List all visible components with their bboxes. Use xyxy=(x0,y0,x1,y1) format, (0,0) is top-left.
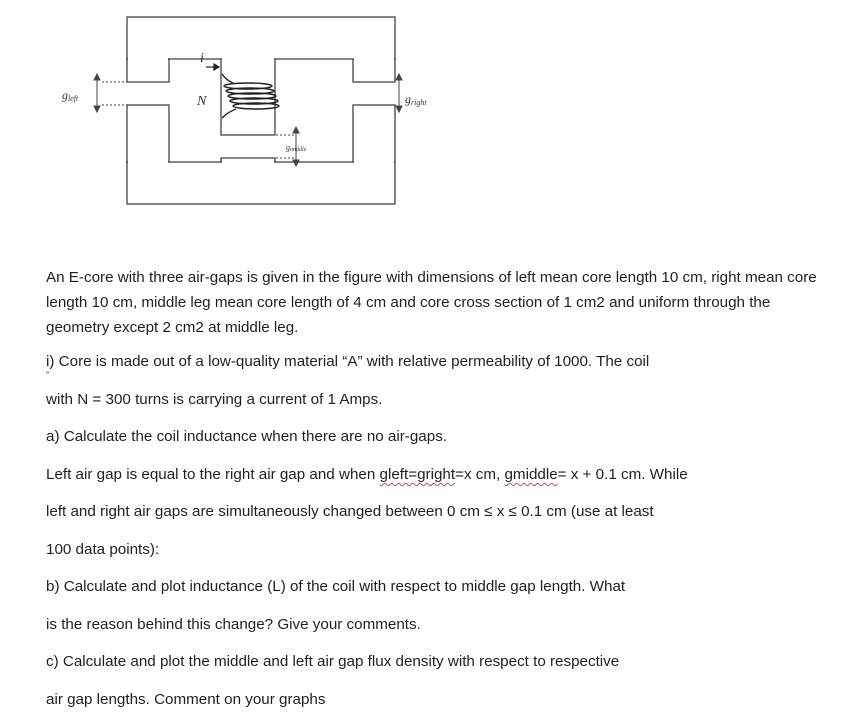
gap-middle-label: gmiddle xyxy=(286,143,307,153)
current-arrow xyxy=(206,64,219,70)
part-c-line1: c) Calculate and plot the middle and left air gap flux density with respect to respective xyxy=(46,653,620,670)
part-b-line2: is the reason behind this change? Give your comments. xyxy=(46,616,421,633)
gmiddle-term: gmiddle xyxy=(504,466,558,483)
part-a: a) Calculate the coil inductance when there are no air-gaps. xyxy=(46,428,448,445)
gap-right-label: gright xyxy=(405,92,427,107)
current-label: i xyxy=(200,51,204,66)
part-i-line2: with N = 300 turns is carrying a current of 1 Amps. xyxy=(46,391,383,408)
part-i-line1: i) Core is made out of a low-quality material “A” with relative permeability of 1000. The coil xyxy=(46,353,650,370)
gap-left-label: gleft xyxy=(62,88,79,103)
turns-label: N xyxy=(197,94,207,109)
e-core-outline xyxy=(127,17,395,204)
coil-winding xyxy=(222,74,279,118)
part-b-line1: b) Calculate and plot inductance (L) of the coil with respect to middle gap length. What xyxy=(46,578,626,595)
data-points-line: 100 data points): xyxy=(46,541,160,558)
gap-definition-line: Left air gap is equal to the right air gap and when gleft=gright=x cm, gmiddle= x + 0.1 cm. While xyxy=(46,466,688,483)
gleft-gright-term: gleft=gright xyxy=(379,466,456,483)
part-c-line2: air gap lengths. Comment on your graphs xyxy=(46,691,326,708)
problem-intro: An E-core with three air-gaps is given in the figure with dimensions of left mean core length 10 cm, right mean core length 10 cm, middle leg mean core length of 4 cm and core cross section of 1 cm2 and uniform through the geometry except 2 cm2 at middle leg. xyxy=(46,269,817,336)
e-core-figure xyxy=(0,0,850,260)
part-i-label: i xyxy=(46,353,50,370)
range-line: left and right air gaps are simultaneously changed between 0 cm ≤ x ≤ 0.1 cm (use at least xyxy=(46,503,654,520)
